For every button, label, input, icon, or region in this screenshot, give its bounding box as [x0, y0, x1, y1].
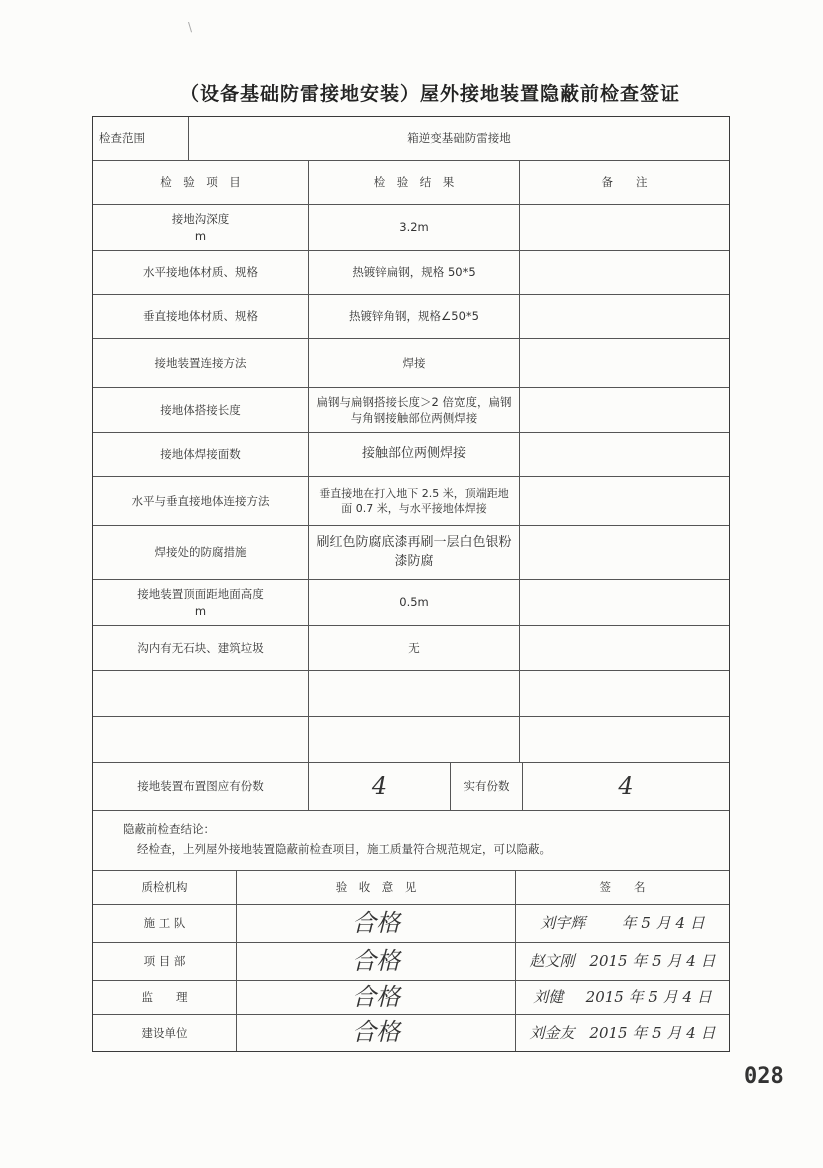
- signoff-row: [93, 981, 729, 1015]
- row-note: [520, 433, 729, 476]
- row-result: 无: [309, 626, 520, 670]
- actual-copies-value: [523, 763, 729, 810]
- row-result: 焊接: [309, 339, 520, 387]
- scope-row: [93, 117, 729, 161]
- signoff-date: 2015 年 5 月 4 日: [589, 952, 716, 970]
- table-row: [93, 433, 729, 477]
- row-item: 焊接处的防腐措施: [93, 526, 309, 579]
- sign-header-row: [93, 871, 729, 905]
- row-result: 垂直接地在打入地下 2.5 米，顶端距地面 0.7 米，与水平接地体焊接: [309, 477, 520, 525]
- row-item: 接地装置连接方法: [93, 339, 309, 387]
- signoff-opinion-text: 合格: [352, 946, 400, 975]
- sign-header-sign: 签 名: [599, 880, 646, 895]
- table-header-row: [93, 161, 729, 205]
- copies-value: [309, 763, 451, 810]
- row-item: 接地沟深度 m: [93, 205, 309, 250]
- row-result: 扁钢与扁钢搭接长度＞2 倍宽度，扁钢与角钢接触部位两侧焊接: [309, 388, 520, 432]
- signature: 赵文刚: [529, 952, 575, 970]
- row-note: [520, 205, 729, 250]
- row-note: [520, 251, 729, 294]
- signoff-row: [93, 943, 729, 981]
- signoff-opinion: [237, 943, 516, 980]
- row-result: 接触部位两侧焊接: [309, 433, 520, 476]
- row-item: 水平接地体材质、规格: [93, 251, 309, 294]
- copies-label: 接地装置布置图应有份数: [93, 763, 309, 810]
- page-title: （设备基础防雷接地安装）屋外接地装置隐蔽前检查签证: [179, 83, 680, 105]
- table-row: [93, 526, 729, 580]
- table-row: [93, 626, 729, 671]
- row-result: 刷红色防腐底漆再刷一层白色银粉漆防腐: [309, 526, 520, 579]
- header-item: 检 验 项 目: [93, 161, 309, 204]
- row-item: [93, 717, 309, 762]
- signoff-row: [93, 1015, 729, 1051]
- actual-copies-value-text: 4: [618, 771, 634, 800]
- row-note: [520, 526, 729, 579]
- table-row: [93, 205, 729, 251]
- table-row: [93, 477, 729, 526]
- signoff-date: 年 5 月 4 日: [621, 914, 705, 932]
- signoff-opinion: [237, 905, 516, 942]
- signoff-opinion-text: 合格: [352, 908, 400, 937]
- row-item: 水平与垂直接地体连接方法: [93, 477, 309, 525]
- row-result: 热镀锌角钢，规格∠50*5: [309, 295, 520, 338]
- table-row: [93, 580, 729, 626]
- row-note: [520, 295, 729, 338]
- signoff-sign: [516, 981, 729, 1014]
- signoff-opinion-text: 合格: [352, 982, 400, 1011]
- row-result: 3.2m: [309, 205, 520, 250]
- row-note: [520, 671, 729, 716]
- row-note: [520, 626, 729, 670]
- row-item: 垂直接地体材质、规格: [93, 295, 309, 338]
- conclusion-text: 经检查，上列屋外接地装置隐蔽前检查项目，施工质量符合规范规定，可以隐蔽。: [137, 842, 551, 856]
- row-result: [309, 671, 520, 716]
- page-number: 028: [744, 1064, 784, 1089]
- row-result: [309, 717, 520, 762]
- copies-value-text: 4: [371, 771, 388, 800]
- table-row: [93, 717, 729, 763]
- row-note: [520, 580, 729, 625]
- table-row: [93, 339, 729, 388]
- sign-header-opinion: 验 收 意 见: [237, 871, 516, 904]
- row-note: [520, 477, 729, 525]
- actual-copies-label: 实有份数: [451, 763, 523, 810]
- signature: 刘宇辉: [540, 914, 586, 932]
- signoff-opinion-text: 合格: [352, 1018, 400, 1047]
- conclusion-row: [93, 811, 729, 871]
- row-note: [520, 339, 729, 387]
- scope-label: 检查范围: [93, 117, 189, 160]
- conclusion-label: 隐蔽前检查结论：: [123, 822, 215, 836]
- signoff-opinion: [237, 1015, 516, 1051]
- row-item: 沟内有无石块、建筑垃圾: [93, 626, 309, 670]
- copies-row: [93, 763, 729, 811]
- signoff-sign: [516, 905, 729, 942]
- row-item: 接地体搭接长度: [93, 388, 309, 432]
- signature: 刘健: [533, 988, 564, 1006]
- signature: 刘金友: [529, 1023, 575, 1042]
- table-row: [93, 251, 729, 295]
- signoff-org: 施 工 队: [93, 905, 237, 942]
- signoff-org: 监 理: [93, 981, 237, 1014]
- signoff-opinion: [237, 981, 516, 1014]
- conclusion: [93, 811, 729, 870]
- signoff-row: [93, 905, 729, 943]
- signoff-date: 2015 年 5 月 4 日: [589, 1023, 716, 1042]
- scope-value: 箱逆变基础防雷接地: [407, 131, 511, 146]
- row-result: 0.5m: [309, 580, 520, 625]
- row-item: [93, 671, 309, 716]
- row-note: [520, 717, 729, 762]
- row-note: [520, 388, 729, 432]
- inspection-table: [92, 116, 730, 1052]
- row-result: 热镀锌扁钢，规格 50*5: [309, 251, 520, 294]
- signoff-date: 2015 年 5 月 4 日: [585, 988, 712, 1006]
- table-row: [93, 295, 729, 339]
- signoff-org: 建设单位: [93, 1015, 237, 1051]
- sign-header-org: 质检机构: [93, 871, 237, 904]
- signoff-sign: [516, 943, 729, 980]
- row-item: 接地体焊接面数: [93, 433, 309, 476]
- row-item: 接地装置顶面距地面高度 m: [93, 580, 309, 625]
- signoff-sign: [516, 1015, 729, 1051]
- header-result: 检 验 结 果: [309, 161, 520, 204]
- signoff-org: 项 目 部: [93, 943, 237, 980]
- header-note: 备 注: [601, 175, 648, 190]
- table-row: [93, 671, 729, 717]
- table-row: [93, 388, 729, 433]
- scan-mark: \: [188, 20, 193, 34]
